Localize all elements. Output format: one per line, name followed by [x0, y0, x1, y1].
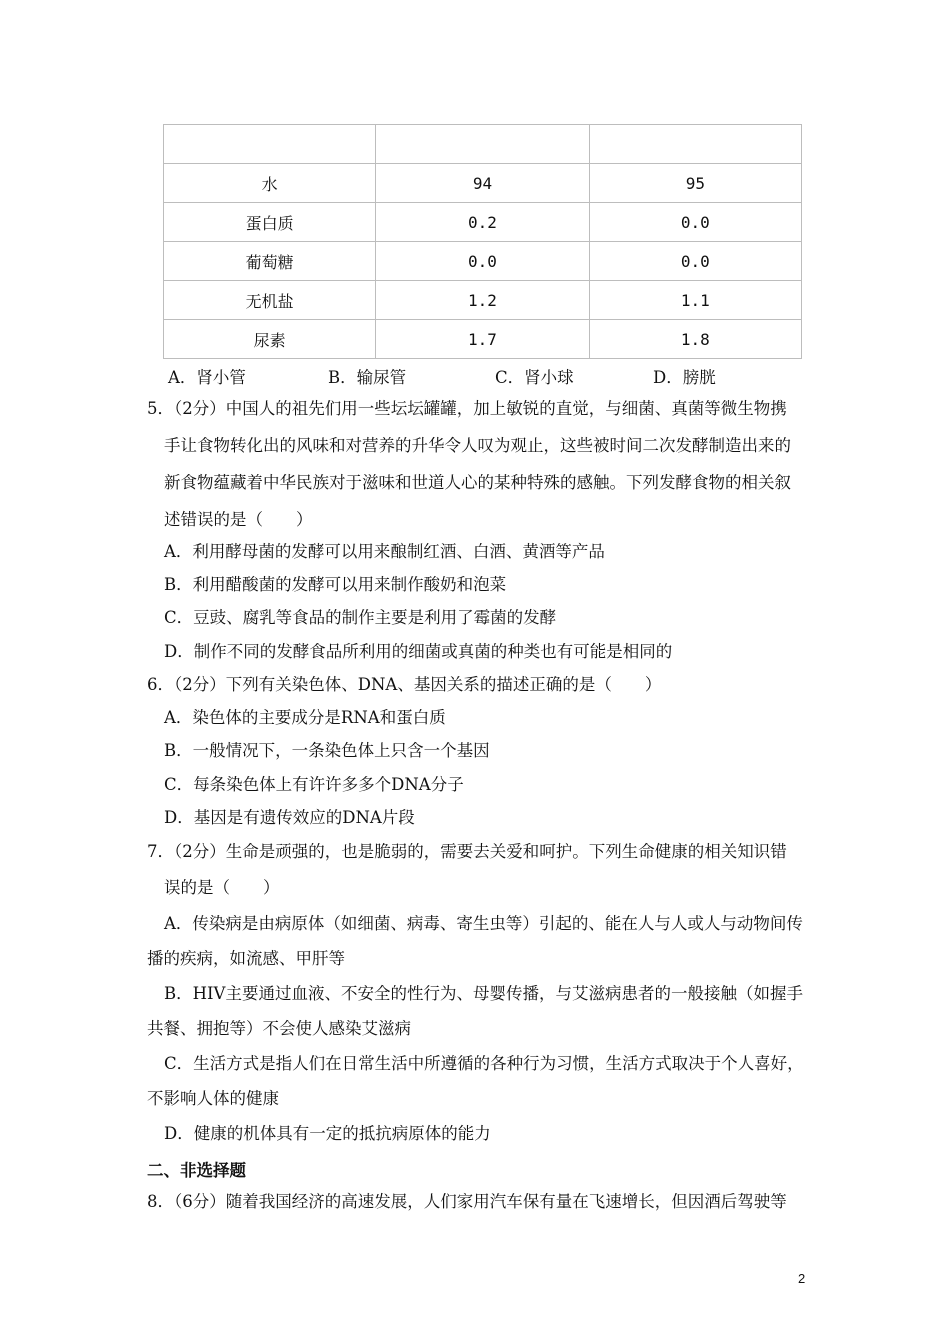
q7-stem-line: 误的是（ ）	[164, 878, 280, 897]
table-row	[164, 203, 802, 242]
q5-stem-line: 手让食物转化出的风味和对营养的升华令人叹为观止，这些被时间二次发酵制造出来的	[164, 436, 791, 455]
q5-option-a: A．利用酵母菌的发酵可以用来酿制红酒、白酒、黄酒等产品	[164, 542, 605, 561]
table-cell: 1.1	[589, 281, 801, 320]
table-cell: 0.0	[376, 242, 589, 281]
table-cell: 0.0	[589, 203, 801, 242]
table-cell: 尿素	[164, 320, 376, 359]
q4-option-c: C．肾小球	[495, 368, 574, 387]
table-cell	[589, 125, 801, 164]
table-row	[164, 242, 802, 281]
q6-option-a: A．染色体的主要成分是RNA和蛋白质	[164, 708, 446, 727]
q4-option-a: A．肾小管	[168, 368, 246, 387]
table-cell: 0.0	[589, 242, 801, 281]
q5-option-c: C．豆豉、腐乳等食品的制作主要是利用了霉菌的发酵	[164, 608, 557, 627]
table-cell: 水	[164, 164, 376, 203]
table-cell: 95	[589, 164, 801, 203]
table-row	[164, 281, 802, 320]
table-cell: 0.2	[376, 203, 589, 242]
q6-option-c: C．每条染色体上有许许多多个DNA分子	[164, 775, 464, 794]
q7-option-c: C．生活方式是指人们在日常生活中所遵循的各种行为习惯，生活方式取决于个人喜好，	[164, 1054, 804, 1073]
q6-option-b: B．一般情况下，一条染色体上只含一个基因	[164, 741, 490, 760]
table-cell: 1.7	[376, 320, 589, 359]
table-row	[164, 320, 802, 359]
table-cell	[376, 125, 589, 164]
q4-option-b: B．输尿管	[328, 368, 407, 387]
table-cell: 无机盐	[164, 281, 376, 320]
table-cell	[164, 125, 376, 164]
q5-stem-line: 5．（2分）中国人的祖先们用一些坛坛罐罐，加上敏锐的直觉，与细菌、真菌等微生物携	[147, 399, 787, 418]
q8-stem-line: 8．（6分）随着我国经济的高速发展，人们家用汽车保有量在飞速增长，但因酒后驾驶等	[147, 1192, 787, 1211]
q5-option-d: D．制作不同的发酵食品所利用的细菌或真菌的种类也有可能是相同的	[164, 642, 673, 661]
q5-option-b: B．利用醋酸菌的发酵可以用来制作酸奶和泡菜	[164, 575, 507, 594]
table-cell: 葡萄糖	[164, 242, 376, 281]
data-table	[163, 124, 802, 359]
q5-stem-line: 新食物蕴藏着中华民族对于滋味和世道人心的某种特殊的感触。下列发酵食物的相关叙	[164, 473, 791, 492]
q6-option-d: D．基因是有遗传效应的DNA片段	[164, 808, 415, 827]
q7-option-c-cont: 不影响人体的健康	[147, 1089, 279, 1108]
table-row	[164, 164, 802, 203]
q6-stem: 6．（2分）下列有关染色体、DNA、基因关系的描述正确的是（ ）	[147, 675, 662, 694]
section-heading: 二、非选择题	[147, 1161, 246, 1180]
q7-stem-line: 7．（2分）生命是顽强的，也是脆弱的，需要去关爱和呵护。下列生命健康的相关知识错	[147, 842, 787, 861]
table-cell: 94	[376, 164, 589, 203]
q5-stem-line: 述错误的是（ ）	[164, 510, 313, 529]
q7-option-b-cont: 共餐、拥抱等）不会使人感染艾滋病	[147, 1019, 411, 1038]
table-cell: 1.8	[589, 320, 801, 359]
q7-option-b: B．HIV主要通过血液、不安全的性行为、母婴传播，与艾滋病患者的一般接触（如握手	[164, 984, 803, 1003]
table-header-row	[164, 125, 802, 164]
q4-option-d: D．膀胱	[653, 368, 716, 387]
q7-option-a: A．传染病是由病原体（如细菌、病毒、寄生虫等）引起的、能在人与人或人与动物间传	[164, 914, 803, 933]
table-cell: 蛋白质	[164, 203, 376, 242]
page-number: 2	[798, 1271, 806, 1286]
q7-option-a-cont: 播的疾病，如流感、甲肝等	[147, 949, 345, 968]
q7-option-d: D．健康的机体具有一定的抵抗病原体的能力	[164, 1124, 491, 1143]
table-cell: 1.2	[376, 281, 589, 320]
